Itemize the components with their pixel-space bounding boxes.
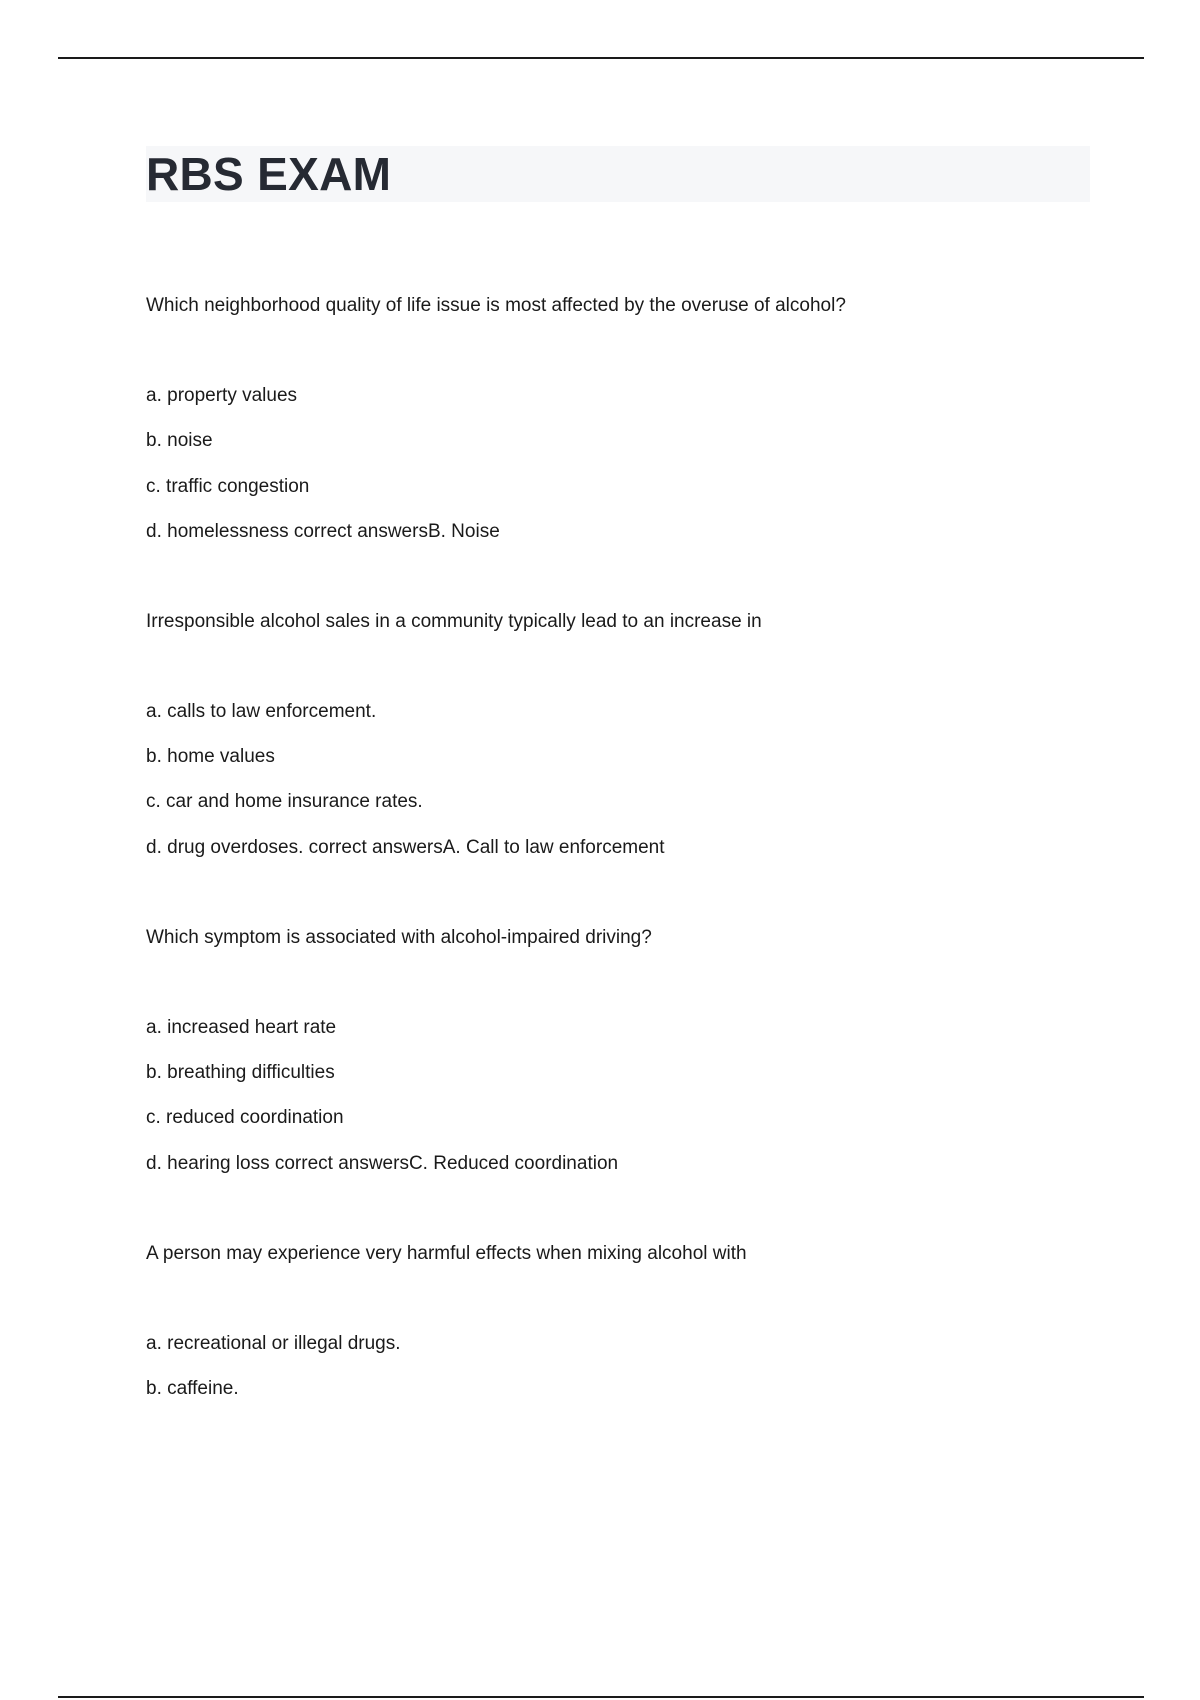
answer-option: b. home values bbox=[146, 746, 275, 768]
answer-option: a. property values bbox=[146, 385, 298, 406]
option-list bbox=[146, 380, 1106, 548]
document-title: RBS EXAM bbox=[146, 148, 392, 200]
answer-option: d. drug overdoses. correct answersA. Call to law enforcement bbox=[146, 836, 665, 858]
question-block bbox=[146, 290, 1106, 548]
option-list bbox=[146, 1012, 1106, 1180]
answer-option: c. car and home insurance rates. bbox=[146, 791, 423, 813]
top-rule bbox=[58, 57, 1144, 59]
title-band bbox=[146, 146, 1090, 202]
answer-option: c. traffic congestion bbox=[146, 475, 310, 497]
answer-option: c. reduced coordination bbox=[146, 1107, 344, 1129]
answer-option: a. recreational or illegal drugs. bbox=[146, 1332, 401, 1354]
question-text: Irresponsible alcohol sales in a community typically lead to an increase in bbox=[146, 610, 762, 632]
option-list bbox=[146, 696, 1106, 864]
answer-option: b. caffeine. bbox=[146, 1377, 239, 1399]
question-text: Which symptom is associated with alcohol-impaired driving? bbox=[146, 926, 652, 948]
question-block bbox=[146, 922, 1106, 1180]
answer-option: a. increased heart rate bbox=[146, 1016, 337, 1038]
answer-option: d. homelessness correct answersB. Noise bbox=[146, 520, 500, 542]
question-block bbox=[146, 606, 1106, 864]
question-block bbox=[146, 1238, 1106, 1405]
question-list bbox=[146, 290, 1106, 1463]
question-text: A person may experience very harmful effects when mixing alcohol with bbox=[146, 1242, 747, 1264]
answer-option: a. calls to law enforcement. bbox=[146, 700, 377, 722]
answer-option: b. noise bbox=[146, 430, 213, 452]
answer-option: d. hearing loss correct answersC. Reduced coordination bbox=[146, 1152, 619, 1174]
answer-option: b. breathing difficulties bbox=[146, 1062, 335, 1084]
option-list bbox=[146, 1328, 1106, 1405]
question-text: Which neighborhood quality of life issue is most affected by the overuse of alcohol? bbox=[146, 295, 846, 316]
bottom-rule bbox=[58, 1696, 1144, 1698]
